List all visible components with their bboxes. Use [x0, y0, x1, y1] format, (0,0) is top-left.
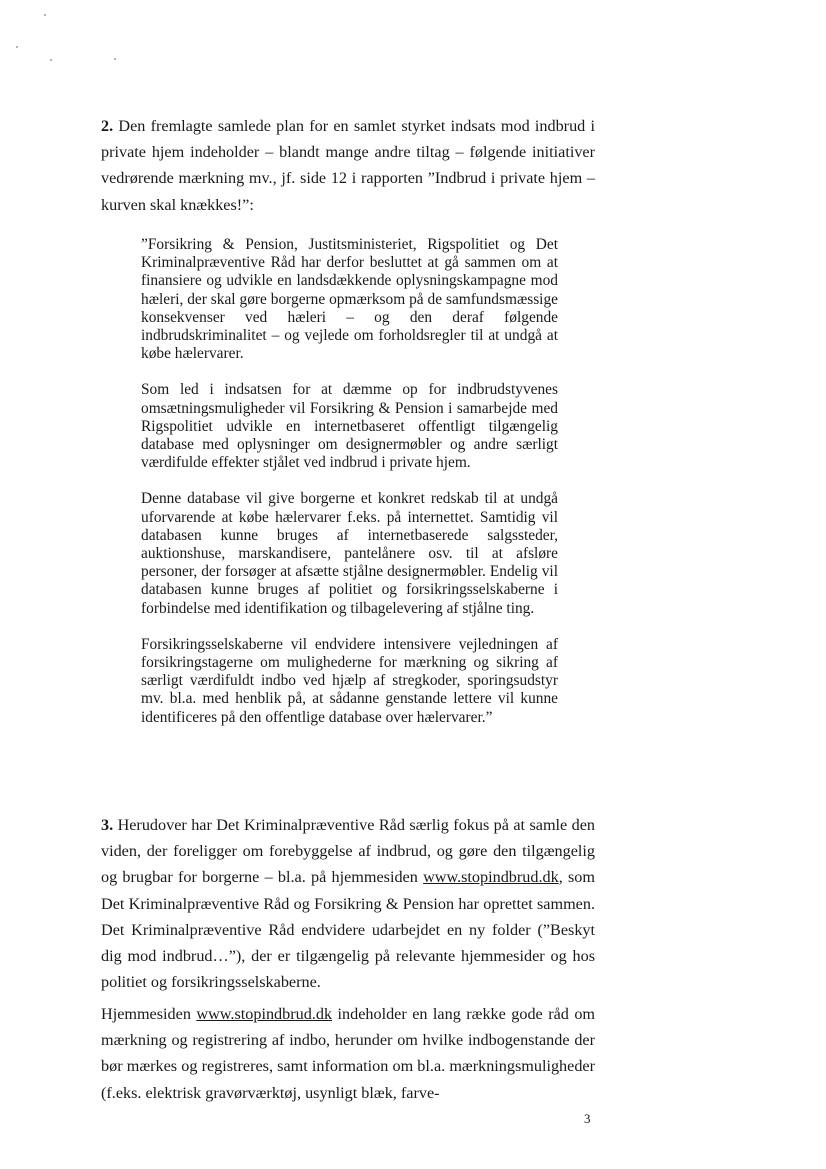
quote-paragraph-3: Denne database vil give borgerne et konkret redskab til at undgå uforvarende at købe hælervarer f.eks. på internettet. Samtidig vil databasen kunne bruges af internetbaserede salgssteder, auktionshuse, marskandisere, pantelånere osv. til at afsløre personer, der forsøger at afsætte stjålne designermøbler. Endelig vil databasen kunne bruges af politiet og forsikringsselskaberne i forbindelse med identifikation og tilbagelevering af stjålne ting.	[141, 490, 558, 617]
stopindbrud-link-2[interactable]: www.stopindbrud.dk	[196, 1005, 333, 1023]
section-4-text-start: Hjemmesiden	[101, 1005, 191, 1023]
section-3-text-start: Herudover har Det Kriminalpræventive Råd særlig fokus på at samle den viden, der foreligger om forebyggelse af indbrud, og gøre den tilgængelig og brugbar for borgerne – bl.a. på hjemmesiden	[101, 816, 596, 887]
section-4-paragraph	[101, 1001, 595, 1106]
quote-paragraph-1: ”Forsikring & Pension, Justitsministeriet, Rigspolitiet og Det Kriminalpræventive Råd har derfor besluttet at gå sammen om at finansiere og udvikle en landsdækkende oplysningskampagne mod hæleri, der skal gøre borgerne opmærksom på de samfundsmæssige konsekvenser ved hæleri – og den deraf følgende indbrudskriminalitet – og vejlede om forholdsregler til at undgå at købe hælervarer.	[141, 236, 558, 363]
quote-paragraph-4: Forsikringsselskaberne vil endvidere intensivere vejledningen af forsikringstagerne om mulighederne for mærkning og sikring af særligt værdifuldt indbo ved hjælp af stregkoder, sporingsudstyr mv. bl.a. med henblik på, at sådanne genstande lettere vil kunne identificeres på den offentlige database over hælervarer.”	[141, 635, 558, 726]
stopindbrud-link[interactable]: www.stopindbrud.dk	[423, 868, 559, 887]
section-4-text-end: indeholder en lang række gode råd om mærkning og registrering af indbo, herunder om hvilke indbogenstande der bør mærkes og registreres, samt information om bl.a. mærkningsmuligheder (f.eks. elektrisk gravørværktøj, usynligt blæk, farve-	[101, 1005, 596, 1102]
section-2-text: Den fremlagte samlede plan for en samlet styrket indsats mod indbrud i private hjem indeholder – blandt mange andre tiltag – følgende initiativer vedrørende mærkning mv., jf. side 12 i rapporten ”Indbrud i private hjem – kurven skal knækkes!”:	[101, 117, 595, 214]
section-2-paragraph	[101, 113, 595, 218]
quote-paragraph-2: Som led i indsatsen for at dæmme op for indbrudstyvenes omsætningsmuligheder vil Forsikring & Pension i samarbejde med Rigspolitiet udvikle en internetbaseret offentligt tilgængelig database med oplysninger om designermøbler og andre særligt værdifulde effekter stjålet ved indbrud i private hjem.	[141, 381, 558, 472]
section-2-number: 2.	[101, 117, 114, 135]
quoted-plan-excerpt	[141, 236, 558, 745]
page-number: 3	[584, 1111, 591, 1126]
section-3-text-end: , som Det Kriminalpræventive Råd og Forsikring & Pension har oprettet sammen. Det Kriminalpræventive Råd endvidere udarbejdet en ny folder (”Beskyt dig mod indbrud…”), der er tilgængelig på relevante hjemmesider og hos politiet og forsikringsselskaberne.	[101, 868, 595, 992]
section-3-number: 3.	[101, 816, 114, 834]
section-3-paragraph	[101, 812, 595, 995]
